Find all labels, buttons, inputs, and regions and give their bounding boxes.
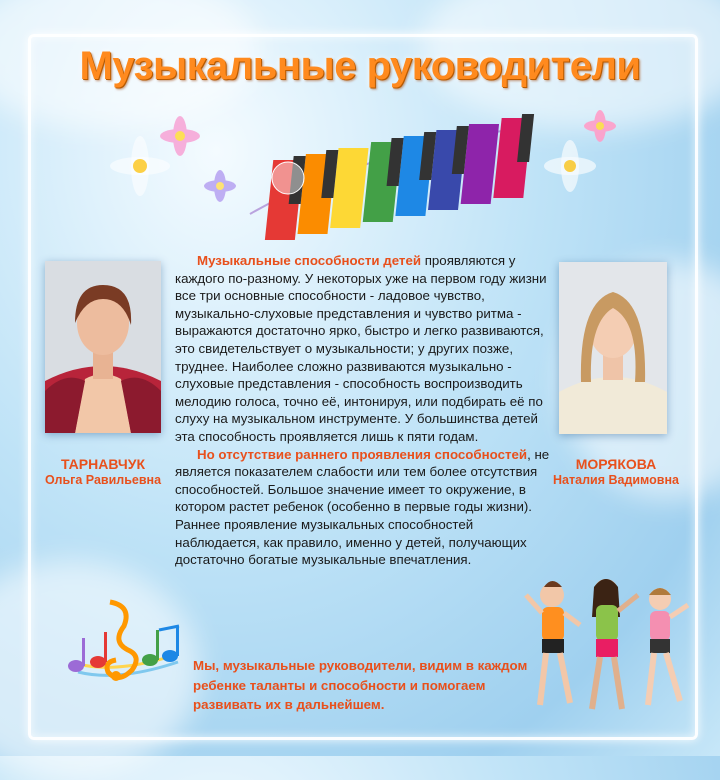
teacher-given-name-right: Наталия Вадимовна: [553, 473, 679, 487]
teacher-given-name-left: Ольга Равильевна: [44, 473, 162, 487]
paragraph-1: [175, 252, 553, 446]
main-text: [175, 252, 553, 569]
music-notes-illustration: [58, 592, 188, 692]
paragraph-1-highlight: Музыкальные способности детей: [197, 253, 422, 268]
paragraph-1-text: проявляются у каждого по-разному. У некоторых уже на первом году жизни все три основные способности - ладовое чувство, музыкально-слуховые представления и чувство ритма - выражаются достаточно ярко, быстро и легко развиваются, это свидетельствует о музыкальности; у других позже, труднее. Наиболее сложно развиваются музыкально - слуховые представления - способность воспроизводить мелодию голоса, точно её, интонируя, или подбирать её по слуху на музыкальном инструменте. У большинства детей эта способность проявляется лишь к пяти годам.: [175, 253, 547, 444]
paragraph-2-highlight: Но отсутствие раннего проявления способностей: [197, 446, 528, 462]
rainbow-piano-illustration: [100, 96, 640, 266]
teacher-name-left: [30, 456, 176, 488]
paragraph-2-text: , не является показателем слабости или тем более отсутствия способностей. Большое значение имеет то окружение, в котором растет ребенок (особенно в первые годы жизни). Раннее проявление музыкальных способностей наблюдается, как правило, именно у детей, получающих достаточно богатые музыкальные впечатления.: [175, 446, 550, 568]
page-title: Музыкальные руководители: [79, 44, 641, 88]
teacher-name-right: [540, 456, 692, 488]
closing-statement: Мы, музыкальные руководители, видим в каждом ребенке таланты и способности и помогаем развивать их в дальнейшем.: [193, 658, 528, 712]
teacher-surname-right: МОРЯКОВА: [575, 456, 657, 472]
portrait-photo-right: [559, 262, 667, 434]
paragraph-2: [175, 446, 553, 569]
portrait-photo-left: [45, 261, 161, 433]
dancing-children-illustration: [522, 565, 694, 719]
teacher-surname-left: ТАРНАВЧУК: [60, 456, 145, 472]
